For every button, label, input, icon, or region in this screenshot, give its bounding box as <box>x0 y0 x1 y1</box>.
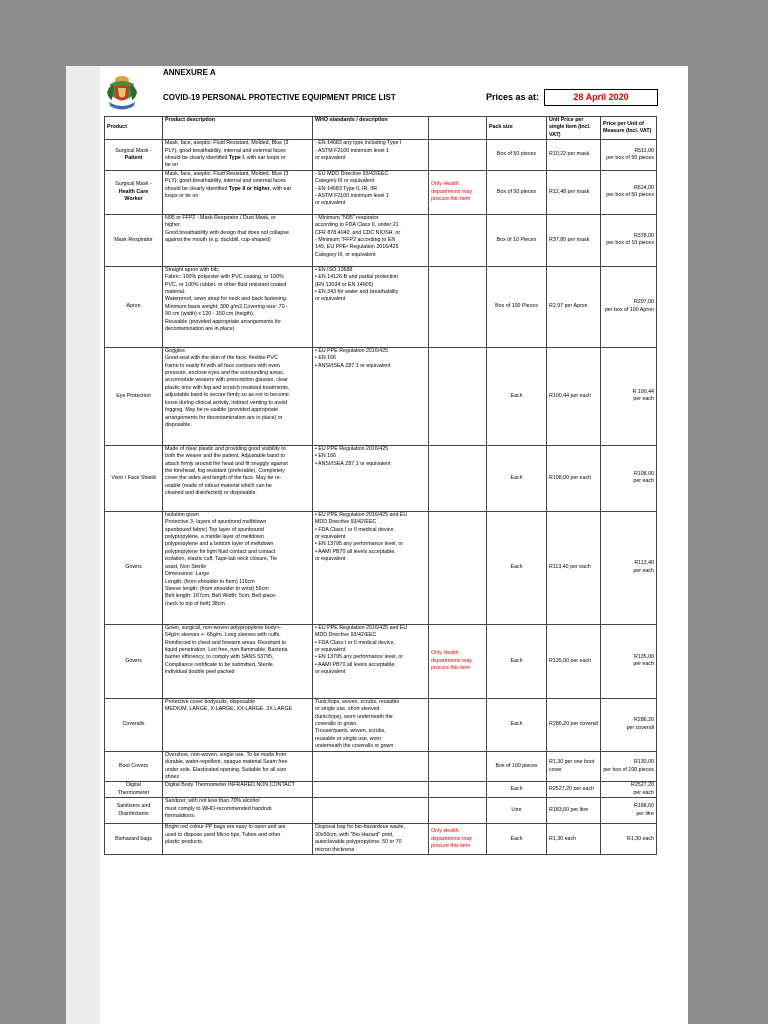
table-row <box>105 266 657 347</box>
text-line: Straight apron with bib, <box>165 266 220 273</box>
text-line: decontamination are in place) <box>165 326 235 333</box>
text-line: Good breathability with design that does not collapse <box>165 229 289 236</box>
product-name <box>105 698 163 751</box>
price-per-measure <box>601 214 657 266</box>
text-line: Thermometer <box>117 789 150 796</box>
text-line: • EN ISO 13688 <box>315 266 353 273</box>
text-line: Protective cover bodysuits, disposable <box>165 698 256 705</box>
text-line: • EN 13795 any performance level, or <box>315 541 404 548</box>
text-line: individual double peel packed <box>165 669 235 676</box>
text-line: R113,40 <box>634 560 654 567</box>
pack-size: Box of 50 pieces <box>487 140 547 171</box>
text-line: Reinforced in chest and forearm areas. Resistant to <box>165 639 287 646</box>
col-header-description: Product description <box>163 117 313 140</box>
text-line: R130,00 <box>633 759 654 766</box>
text-line: - Minimum "N95" respirator <box>315 214 379 221</box>
pack-size: Each <box>487 445 547 511</box>
mask-type-emphasis: Type I <box>228 155 244 162</box>
text-line: Made of clear plastic and providing good visibility to <box>165 445 286 452</box>
text-line: plastic lens with fog and scratch resistant treatments, <box>165 384 290 391</box>
product-description <box>163 347 313 445</box>
text-line: Worker <box>124 196 143 203</box>
text-line: (EN 13034 or EN 14605) <box>315 281 374 288</box>
text-line: both the wearer and the patient. Adjustable band to <box>165 453 285 460</box>
text-line: Visor / Face Shield <box>111 474 156 481</box>
text-line: usable (made of robust material which can be <box>165 482 272 489</box>
text-line: or equivalent <box>315 669 346 676</box>
text-line: • FDA Class I or II medical device, <box>315 526 395 533</box>
text-line: R108.00 <box>633 470 654 477</box>
text-line: shoes <box>165 773 180 780</box>
text-line: per each <box>633 478 654 485</box>
text-line: disposable. <box>165 421 192 428</box>
text-line: Protective 3- layers of spunbond meltblown <box>165 519 267 526</box>
text-line: R188,60 <box>633 803 654 810</box>
who-standards <box>313 782 429 798</box>
text-line: or equivalent <box>315 534 346 541</box>
product-name <box>105 214 163 266</box>
text-line: R378,00 <box>633 232 654 239</box>
text-line: polypropylene for light fluid contact and contact <box>165 548 276 555</box>
pack-size: Box of 100 pieces <box>487 751 547 782</box>
text-line: Surgical Mask - <box>115 147 152 154</box>
procurement-note: Only Health departments may procure this item <box>429 170 487 214</box>
text-line: Gowns <box>125 657 142 664</box>
text-line: • EN 13795 any performance level, or <box>315 654 404 661</box>
ppe-price-table <box>104 116 657 855</box>
text-line: Health Care <box>118 188 149 195</box>
procurement-note <box>429 214 487 266</box>
text-line: MDD Directive 93/42/EEC <box>315 519 377 526</box>
unit-price: R135,00 per each <box>547 624 601 698</box>
text-line: barrier efficiency, to comply with SANS 53795, <box>165 654 274 661</box>
product-description <box>163 798 313 824</box>
product-name <box>105 751 163 782</box>
text-line: 30x50cm, with "Bio Hazard" print, <box>315 831 394 838</box>
text-line: Reusable (provided appropriate arrangements for <box>165 318 282 325</box>
text-line: Patient <box>124 155 143 162</box>
text-line: polypropylene, a middle layer of meltdown <box>165 534 264 541</box>
product-description <box>163 266 313 347</box>
text-line: Category III, or equivalent <box>315 251 376 258</box>
table-row <box>105 782 657 798</box>
col-header-who: WHO standards / description <box>313 117 429 140</box>
text-line: N95 or FFP2 - Mask Respirator / Dust Mask, or <box>165 214 276 221</box>
text-line: per each <box>633 661 654 668</box>
text-line: material. <box>165 289 186 296</box>
text-line: Good seal with the skin of the face, flexible PVC <box>165 355 278 362</box>
left-margin-column <box>66 66 100 1024</box>
text-line: - EN 14683 Type II, IR, IIR <box>315 185 378 192</box>
text-line: Surgical Mask - <box>115 181 152 188</box>
text-line: (neck to top of belt) 38cm <box>165 600 225 607</box>
who-standards <box>313 751 429 782</box>
price-per-measure <box>601 751 657 782</box>
prices-as-at-label: Prices as at: <box>486 92 540 102</box>
text-line: higher. <box>165 222 181 229</box>
text-line: or equivalent <box>315 155 346 162</box>
text-line: per litre <box>636 810 654 817</box>
text-line: 90 cm (width) x 120 - 150 cm (heigth). <box>165 311 255 318</box>
text-line: plastic products. <box>165 839 204 846</box>
who-standards <box>313 798 429 824</box>
table-row <box>105 170 657 214</box>
text-line: Digital <box>126 782 141 789</box>
product-name <box>105 511 163 624</box>
price-per-measure <box>601 170 657 214</box>
who-standards <box>313 698 429 751</box>
text-line: Tunic/tops, woven, scrubs, reusable <box>315 698 400 705</box>
text-line: per coverall <box>626 724 654 731</box>
procurement-note <box>429 751 487 782</box>
text-line: Fabric: 100% polyester with PVC coating, or 100% <box>165 274 284 281</box>
text-line: - ASTM F2100 minimum level 1 <box>315 193 389 200</box>
unit-price: R286,20 per coverall <box>547 698 601 751</box>
product-description <box>163 624 313 698</box>
text-line: coveralls or gown. <box>315 721 358 728</box>
text-line: R286,20 <box>633 717 654 724</box>
text-line: Eye Protection <box>116 392 151 399</box>
table-row <box>105 698 657 751</box>
procurement-note <box>429 140 487 171</box>
text-line: or equivalent <box>315 200 346 207</box>
text-line: - Minimum "FFP2 according to EN <box>315 237 396 244</box>
price-per-measure <box>601 798 657 824</box>
product-description <box>163 824 313 855</box>
product-name <box>105 347 163 445</box>
product-description <box>163 698 313 751</box>
text-line: used to dispose used Micro tips, Tubes and other <box>165 831 281 838</box>
procurement-note <box>429 782 487 798</box>
text-line: • EN 14126-B and partial protection <box>315 274 399 281</box>
text-line: Sanitizer, with not less than 70% alcohol <box>165 798 260 805</box>
text-line: Mask, face, aseptic: Fluid Resistant, Molded, Blue (3 <box>165 170 289 177</box>
price-per-measure <box>601 698 657 751</box>
who-standards <box>313 140 429 171</box>
text-line: Sleeve length: (from shoulder to wrist) 56cm <box>165 585 269 592</box>
table-body <box>105 140 657 855</box>
text-line: Isolation gown <box>165 511 199 518</box>
text-line: Gown, surgical, non-woven polypropylene body>- <box>165 624 282 631</box>
text-line: Digital Body Thermometer INFRARED NON CONTACT <box>165 782 295 789</box>
text-line: per each <box>633 567 654 574</box>
product-description <box>163 214 313 266</box>
text-line: attach firmly around the head and fit snuggly against <box>165 460 288 467</box>
unit-price: R1,30 per one boot cover <box>547 751 601 782</box>
text-line: loops or tie on <box>165 193 199 200</box>
text-line: - EN 14683 any type including Type I <box>315 140 402 147</box>
text-line: Bright red colour PP bags are easy to open and are <box>165 824 286 831</box>
text-line: against the mouth (e.g. duckbill, cup-shaped) <box>165 237 271 244</box>
text-line: Minimum basis weight: 300 g/m2,Covering size: 70 - <box>165 303 288 310</box>
product-name <box>105 624 163 698</box>
price-per-measure <box>601 511 657 624</box>
col-header-note <box>429 117 487 140</box>
procurement-note: Only Health departments may procure this item <box>429 624 487 698</box>
text-line: frame to easily fit with all face contours with even <box>165 362 280 369</box>
text-line: • FDA Class I or II medical device, <box>315 639 395 646</box>
text-line: 149, EU PPE• Regulation 2016/425 <box>315 244 399 251</box>
text-line: • EU PPE Regulation 2016/425 and EU <box>315 511 408 518</box>
text-line: durable, water-repellent, opaque material Seam free <box>165 759 288 766</box>
product-name <box>105 782 163 798</box>
who-standards <box>313 624 429 698</box>
product-description <box>163 140 313 171</box>
table-row <box>105 214 657 266</box>
col-header-pack: Pack size <box>487 117 547 140</box>
pack-size: Each <box>487 511 547 624</box>
coat-of-arms-logo <box>104 74 140 112</box>
text-line: • EN 166 <box>315 453 336 460</box>
text-line: Mask, face, aseptic: Fluid Resistant, Molded, Blue (3 <box>165 140 289 147</box>
text-line: MDD Directive 93/42/EEC <box>315 632 377 639</box>
pack-size: Litre <box>487 798 547 824</box>
unit-price: R100,44 per each <box>547 347 601 445</box>
text-line: Biohazard bags <box>115 835 152 842</box>
text-line: per each <box>633 396 654 403</box>
text-line: • ANSI/ISEA Z87.1 or equivalent <box>315 362 391 369</box>
procurement-note <box>429 445 487 511</box>
text-line: or equivalent <box>315 296 346 303</box>
text-line: Belt length: 167cm; Belt Width: 5cm; Belt place: <box>165 593 277 600</box>
unit-price: R2527,20 per each <box>547 782 601 798</box>
who-standards <box>313 214 429 266</box>
product-name <box>105 824 163 855</box>
text-line: or equivalent <box>315 556 346 563</box>
text-line: PLY), good breathability, internal and external faces <box>165 178 286 185</box>
text-line: - ASTM F2100 minimum level 1 <box>315 147 389 154</box>
text-line: Gowns <box>125 564 142 571</box>
text-line: formulations. <box>165 813 196 820</box>
price-per-measure <box>601 347 657 445</box>
text-line: must comply to WHO-recommended handrub <box>165 805 272 812</box>
unit-price: R1,30 each <box>547 824 601 855</box>
text-line: • ANSI/ISEA Z87.1 or equivalent <box>315 460 391 467</box>
product-name <box>105 140 163 171</box>
table-row <box>105 347 657 445</box>
text-line: or equivalent <box>315 647 346 654</box>
product-name <box>105 170 163 214</box>
text-line: Trouser/pants, woven, scrubs, <box>315 728 386 735</box>
text-line: • EN 166 <box>315 355 336 362</box>
procurement-note <box>429 798 487 824</box>
text-line: fogging. May be re-usable (provided appropriate <box>165 407 279 414</box>
text-line: Coveralls <box>122 721 145 728</box>
text-line: • EU PPE Regulation 2016/425 <box>315 347 389 354</box>
text-line: Apron <box>126 303 141 310</box>
text-line: arrangements for decontamination are in place) or <box>165 414 283 421</box>
text-line: should be clearly identified Type II or higher, with ear <box>165 185 292 192</box>
text-line: isolation, elastic cuff, Tape-tab neck closure, Tie <box>165 556 277 563</box>
text-line: Mask Respirator <box>114 236 153 243</box>
text-line: micron thickness <box>315 846 355 853</box>
text-line: the forehead, fog resistant (preferable). Completely <box>165 468 285 475</box>
text-line: tie on <box>165 162 178 169</box>
text-line: Overshoe, non-woven, single use. To be made from <box>165 751 287 758</box>
col-header-product: Product <box>105 117 163 140</box>
text-line: pressure, enclose eyes and the surrounding areas, <box>165 370 285 377</box>
text-line: reusable or single use, worn <box>315 735 382 742</box>
text-line: per each <box>633 789 654 796</box>
price-per-measure <box>601 266 657 347</box>
who-standards <box>313 170 429 214</box>
unit-price: R183,60 per litre <box>547 798 601 824</box>
text-line: • EU PPE Regulation 2016/425 <box>315 445 389 452</box>
product-description <box>163 782 313 798</box>
unit-price: R37,80 per mask <box>547 214 601 266</box>
table-row <box>105 445 657 511</box>
procurement-note <box>429 511 487 624</box>
who-standards <box>313 445 429 511</box>
text-line: per box of 50 pieces <box>606 155 654 162</box>
text-line: loose during clinical activity, indirect venting to avoid <box>165 399 288 406</box>
text-line: PLY), good breathability, internal and external faces <box>165 147 286 154</box>
mask-type-emphasis: Type II or higher <box>228 185 270 192</box>
table-header-row <box>105 117 657 140</box>
pack-size: Each <box>487 347 547 445</box>
procurement-note <box>429 347 487 445</box>
price-per-measure <box>601 782 657 798</box>
text-line: R1,30 each <box>626 835 654 842</box>
text-line: 54g/m sleeves +- 66g/m. Long sleeves with cuffs. <box>165 632 281 639</box>
text-line: Sanitisers and <box>116 803 151 810</box>
table-row <box>105 624 657 698</box>
text-line: adjustable band to secure firmly so as not to become <box>165 392 289 399</box>
text-line: Disposal bag for bio-hazardous waste, <box>315 824 406 831</box>
unit-price: R108,00 per each <box>547 445 601 511</box>
text-line: Disinfectants <box>118 810 149 817</box>
table-row <box>105 751 657 782</box>
product-name <box>105 445 163 511</box>
procurement-note: Only Health departments may procure this item <box>429 824 487 855</box>
unit-price: R12,48 per mask <box>547 170 601 214</box>
who-standards <box>313 824 429 855</box>
text-line: • AAMI PB70 all levels acceptable, <box>315 548 396 555</box>
text-line: underneath the coveralls or gown <box>315 743 394 750</box>
pack-size: Each <box>487 782 547 798</box>
pack-size: Box of 10 Pieces <box>487 214 547 266</box>
text-line: R624,00 <box>633 184 654 191</box>
text-line: liquid penetration. Lint free, non flammable, Bacteria <box>165 647 288 654</box>
price-per-measure <box>601 624 657 698</box>
text-line: spunbound fabric( Top layer of spunbound <box>165 526 264 533</box>
text-line: accomodate wearers with prescription glasses, clear <box>165 377 288 384</box>
text-line: (tunic/tops), worn underneath the <box>315 713 393 720</box>
col-header-unit-price: Unit Price per single item (Incl. VAT) <box>547 117 601 140</box>
pack-size: Box of 100 Pieces <box>487 266 547 347</box>
text-line: per box of 100 pieces <box>603 766 654 773</box>
document-header <box>66 66 688 116</box>
product-description <box>163 170 313 214</box>
document-title: COVID-19 PERSONAL PROTECTIVE EQUIPMENT PRICE LIST <box>163 93 396 102</box>
text-line: Category III or equivalent <box>315 178 375 185</box>
price-per-measure <box>601 140 657 171</box>
text-line: autoclavable polypropylene. 50 or 70 <box>315 839 402 846</box>
text-line: waist, Non Sterile <box>165 563 207 570</box>
table-row <box>105 140 657 171</box>
text-line: CFR 878.4040, and CDC NIOSH, or <box>315 229 401 236</box>
pack-size: Each <box>487 698 547 751</box>
text-line: per box of 50 pieces <box>606 192 654 199</box>
product-description <box>163 751 313 782</box>
unit-price: R113,40 per each <box>547 511 601 624</box>
price-per-measure <box>601 824 657 855</box>
product-name <box>105 798 163 824</box>
text-line: Boot Covers <box>118 762 149 769</box>
text-line: R511,00 <box>634 147 654 154</box>
who-standards <box>313 347 429 445</box>
unit-price: R10,22 per mask <box>547 140 601 171</box>
text-line: Compliance certificate to be submitted, Sterile, <box>165 661 275 668</box>
who-standards <box>313 511 429 624</box>
annexure-label: ANNEXURE A <box>163 68 216 77</box>
text-line: Dimensions: Large <box>165 571 210 578</box>
procurement-note <box>429 698 487 751</box>
procurement-note <box>429 266 487 347</box>
table-row <box>105 798 657 824</box>
text-line: Waterproof, sewn strap for neck and back fastening. <box>165 296 288 303</box>
text-line: R 100,44 <box>632 388 654 395</box>
product-description <box>163 511 313 624</box>
text-line: according to FDA Class II, under 21 <box>315 222 399 229</box>
pack-size: Each <box>487 824 547 855</box>
price-per-measure <box>601 445 657 511</box>
text-line: • AAMI PB70 all levels acceptable, <box>315 661 396 668</box>
table-row <box>105 511 657 624</box>
text-line: per box of 10 pieces <box>606 240 654 247</box>
text-line: R297,00 <box>633 299 654 306</box>
pack-size: Each <box>487 624 547 698</box>
price-list-sheet <box>66 66 688 1024</box>
text-line: R2527,20 <box>631 782 654 789</box>
text-line: under sole. Elasticated opening. Suitable for all size <box>165 766 287 773</box>
text-line: Goggles <box>165 347 185 354</box>
pack-size: Box of 50 pieces <box>487 170 547 214</box>
col-header-price-per-measure: Price per Unit of Measure (Incl. VAT) <box>601 117 657 140</box>
text-line: per box of 100 Apron <box>604 306 654 313</box>
text-line: polypropylene and a bottom layer of meltdown <box>165 541 274 548</box>
text-line: • EU PPE Regulation 2016/425 and EU <box>315 624 408 631</box>
text-line: R135,00 <box>633 653 654 660</box>
who-standards <box>313 266 429 347</box>
text-line: Length: (from shoulder to hem) 116cm <box>165 578 255 585</box>
text-line: cleaned and disinfected) or disposable. <box>165 490 257 497</box>
text-line: - EU MDD Directive 93/42/EEC <box>315 170 389 177</box>
unit-price: R2,97 per Apron <box>547 266 601 347</box>
table-row <box>105 824 657 855</box>
text-line: cover the sides and length of the face. May be re- <box>165 475 282 482</box>
text-line: • EN 343 for water and breathability <box>315 289 399 296</box>
product-description <box>163 445 313 511</box>
price-date: 28 April 2020 <box>544 89 658 106</box>
text-line: should be clearly identified Type I, with ear loops or <box>165 155 286 162</box>
product-name <box>105 266 163 347</box>
text-line: or single use, short sleeved <box>315 706 380 713</box>
text-line: PVC, or 100% rubber, or other fluid resistant coated <box>165 281 287 288</box>
text-line: MEDIUM, LARGE, X-LARGE, XX-LARGE, 3X LARGE <box>165 706 293 713</box>
